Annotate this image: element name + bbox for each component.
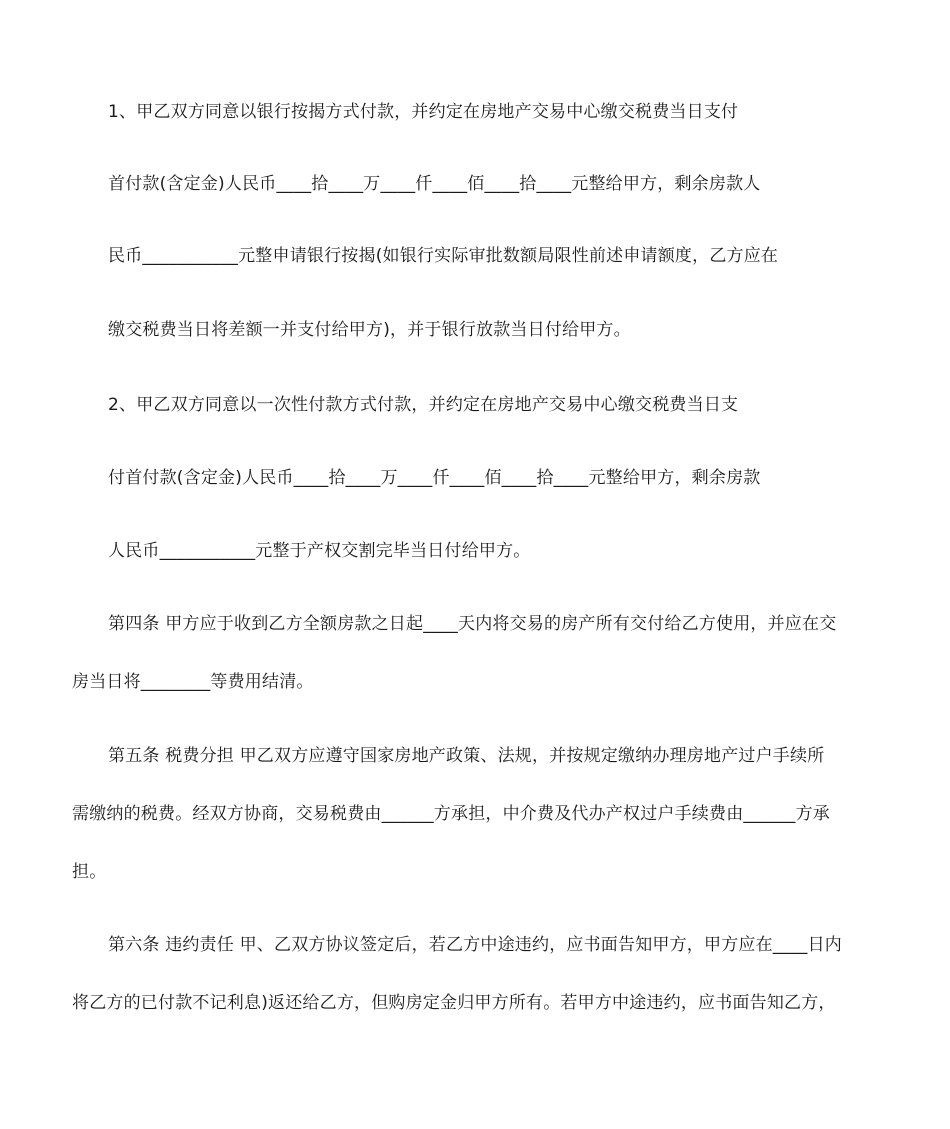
text-line-2: 首付款(含定金)人民币____拾____万____仟____佰____拾____元整给甲方，剩余房款人 (108, 174, 761, 194)
text-line-3: 民币___________元整申请银行按揭(如银行实际审批数额局限性前述申请额度，乙方应在 (108, 246, 779, 266)
text-line-1: 1、甲乙双方同意以银行按揭方式付款，并约定在房地产交易中心缴交税费当日支付 (108, 102, 739, 122)
text-line-6: 付首付款(含定金)人民币____拾____万____仟____佰____拾____元整给甲方，剩余房款 (108, 468, 761, 488)
text-line-7: 人民币___________元整于产权交割完毕当日付给甲方。 (108, 541, 531, 561)
text-line-13: 第六条 违约责任 甲、乙双方协议签定后，若乙方中途违约，应书面告知甲方，甲方应在____日内 (108, 935, 843, 955)
text-line-10: 第五条 税费分担 甲乙双方应遵守国家房地产政策、法规，并按规定缴纳办理房地产过户手续所 (108, 746, 825, 766)
text-line-9: 房当日将________等费用结清。 (72, 672, 314, 692)
text-line-14: 将乙方的已付款不记利息)返还给乙方，但购房定金归甲方所有。若甲方中途违约，应书面告知乙方， (72, 993, 836, 1013)
text-line-11: 需缴纳的税费。经双方协商，交易税费由______方承担，中介费及代办产权过户手续费由______方承 (72, 804, 830, 824)
text-line-8: 第四条 甲方应于收到乙方全额房款之日起____天内将交易的房产所有交付给乙方使用，并应在交 (108, 614, 837, 634)
text-line-4: 缴交税费当日将差额一并支付给甲方)，并于银行放款当日付给甲方。 (108, 320, 631, 340)
text-line-5: 2、甲乙双方同意以一次性付款方式付款，并约定在房地产交易中心缴交税费当日支 (108, 395, 739, 415)
text-line-12: 担。 (72, 862, 107, 882)
